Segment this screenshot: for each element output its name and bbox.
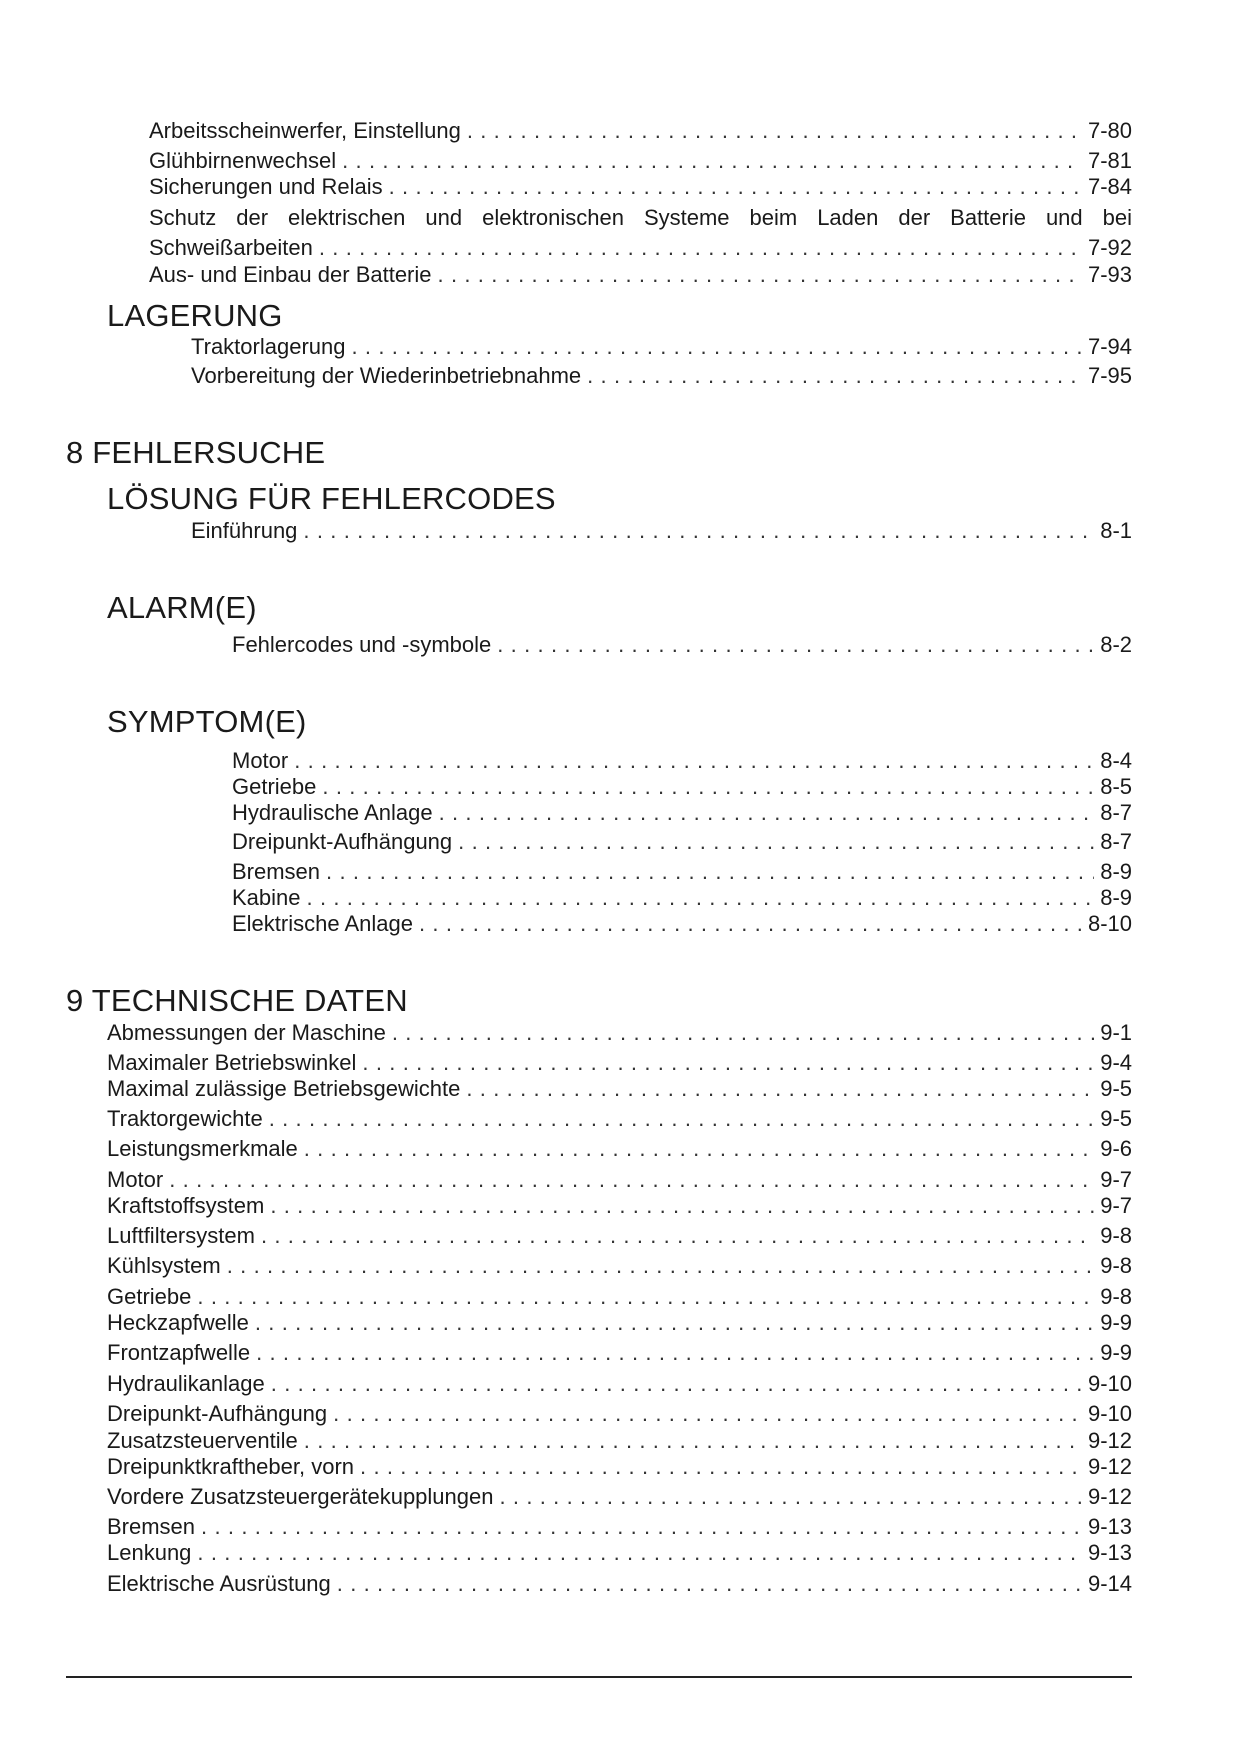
toc-entry-label: Abmessungen der Maschine	[107, 1020, 386, 1045]
section-heading-alarm: ALARM(E)	[107, 590, 257, 625]
toc-leader-dots	[419, 911, 1082, 937]
toc-entry-label: Hydraulische Anlage	[232, 800, 433, 825]
toc-leader-dots	[392, 1020, 1094, 1046]
toc-entry-label: Schweißarbeiten	[149, 235, 313, 260]
toc-entry-page: 7-94	[1087, 334, 1132, 359]
toc-entry-page: 8-1	[1100, 518, 1132, 543]
toc-entry-label: Bremsen	[232, 859, 321, 884]
toc-entry[interactable]	[107, 1132, 1132, 1162]
toc-leader-dots	[458, 829, 1094, 855]
toc-leader-dots	[270, 1193, 1094, 1219]
toc-entry[interactable]	[232, 907, 1132, 937]
toc-entry-label: Zusatzsteuerventile	[107, 1428, 298, 1453]
toc-leader-dots	[360, 1454, 1082, 1480]
toc-entry-label: Kraftstoffsystem	[107, 1193, 265, 1218]
toc-entry[interactable]	[191, 514, 1132, 544]
toc-entry-page: 7-93	[1087, 262, 1132, 287]
toc-entry[interactable]	[107, 1397, 1132, 1427]
toc-leader-dots	[303, 518, 1094, 544]
toc-entry[interactable]	[191, 330, 1132, 360]
toc-leader-dots	[499, 1484, 1081, 1510]
toc-entry-page: 9-10	[1087, 1371, 1132, 1396]
toc-entry-label: Getriebe	[232, 774, 317, 799]
toc-entry[interactable]	[149, 170, 1132, 200]
toc-entry-page: 7-81	[1087, 148, 1132, 173]
toc-entry-page: 9-12	[1087, 1428, 1132, 1453]
toc-entry-label: Elektrische Ausrüstung	[107, 1571, 331, 1596]
toc-entry-page: 8-5	[1100, 774, 1132, 799]
toc-entry-label: Kabine	[232, 885, 301, 910]
toc-entry-page: 9-10	[1087, 1401, 1132, 1426]
toc-entry[interactable]	[107, 1189, 1132, 1219]
toc-leader-dots	[467, 118, 1082, 144]
toc-entry[interactable]	[232, 796, 1132, 826]
toc-entry-page: 8-2	[1100, 632, 1132, 657]
toc-entry[interactable]	[107, 1536, 1132, 1566]
chapter-heading-9: 9 TECHNISCHE DATEN	[66, 983, 408, 1018]
section-heading-lagerung: LAGERUNG	[107, 298, 283, 333]
chapter-heading-8: 8 FEHLERSUCHE	[66, 435, 326, 470]
toc-entry-page: 8-10	[1087, 911, 1132, 936]
toc-leader-dots	[304, 1136, 1094, 1162]
toc-leader-dots	[261, 1223, 1094, 1249]
toc-entry-label: Aus- und Einbau der Batterie	[149, 262, 432, 287]
toc-entry-label: Frontzapfwelle	[107, 1340, 251, 1365]
toc-entry-page: 9-1	[1100, 1020, 1132, 1045]
toc-leader-dots	[438, 262, 1082, 288]
toc-entry-page: 9-12	[1087, 1454, 1132, 1479]
toc-entry[interactable]	[107, 1567, 1132, 1597]
toc-entry-label: Motor	[232, 748, 289, 773]
toc-entry-label: Luftfiltersystem	[107, 1223, 255, 1248]
toc-entry-label: Maximal zulässige Betriebsgewichte	[107, 1076, 461, 1101]
toc-entry-page: 9-4	[1100, 1050, 1132, 1075]
toc-entry-label: Getriebe	[107, 1284, 192, 1309]
toc-entry-page: 9-5	[1100, 1106, 1132, 1131]
toc-entry[interactable]	[232, 825, 1132, 855]
toc-entry[interactable]	[232, 628, 1132, 658]
toc-entry-page: 9-9	[1100, 1340, 1132, 1365]
toc-entry[interactable]	[107, 1072, 1132, 1102]
toc-entry-page: 9-7	[1100, 1167, 1132, 1192]
toc-entry-page: 8-4	[1100, 748, 1132, 773]
toc-entry-label: Sicherungen und Relais	[149, 174, 383, 199]
toc-entry-label: Maximaler Betriebswinkel	[107, 1050, 357, 1075]
toc-leader-dots	[255, 1310, 1094, 1336]
toc-entry-label: Vorbereitung der Wiederinbetriebnahme	[191, 363, 582, 388]
toc-entry-label: Dreipunkt-Aufhängung	[232, 829, 453, 854]
toc-leader-dots	[269, 1106, 1095, 1132]
toc-entry-label: Einführung	[191, 518, 298, 543]
toc-leader-dots	[256, 1340, 1094, 1366]
toc-entry-label: Dreipunkt-Aufhängung	[107, 1401, 328, 1426]
toc-entry-page: 9-8	[1100, 1223, 1132, 1248]
toc-entry-label: Kühlsystem	[107, 1253, 221, 1278]
toc-entry-label: Motor	[107, 1167, 164, 1192]
toc-entry-multiline-text: Schutz der elektrischen und elektronischen Systeme beim Laden der Batterie und bei	[149, 205, 1132, 230]
toc-entry-label: Lenkung	[107, 1540, 192, 1565]
toc-entry-label: Elektrische Anlage	[232, 911, 413, 936]
section-heading-loesung: LÖSUNG FÜR FEHLERCODES	[107, 481, 556, 516]
toc-entry-label: Bremsen	[107, 1514, 196, 1539]
toc-entry[interactable]	[107, 1249, 1132, 1279]
toc-leader-dots	[197, 1540, 1082, 1566]
toc-entry-page: 7-84	[1087, 174, 1132, 199]
toc-leader-dots	[389, 174, 1082, 200]
toc-entry-page: 9-14	[1087, 1571, 1132, 1596]
toc-entry-page: 8-9	[1100, 885, 1132, 910]
toc-leader-dots	[439, 800, 1095, 826]
toc-leader-dots	[271, 1371, 1082, 1397]
toc-entry-label: Vordere Zusatzsteuergerätekupplungen	[107, 1484, 494, 1509]
toc-leader-dots	[587, 363, 1082, 389]
toc-entry[interactable]	[107, 1306, 1132, 1336]
toc-entry[interactable]	[107, 1336, 1132, 1366]
toc-entry-label: Heckzapfwelle	[107, 1310, 249, 1335]
toc-entry-label: Dreipunktkraftheber, vorn	[107, 1454, 355, 1479]
toc-entry-page: 9-7	[1100, 1193, 1132, 1218]
toc-entry-page: 9-8	[1100, 1284, 1132, 1309]
toc-entry-label: Traktorlagerung	[191, 334, 346, 359]
toc-entry[interactable]	[191, 359, 1132, 389]
toc-entry[interactable]	[107, 1480, 1132, 1510]
toc-leader-dots	[497, 632, 1094, 658]
toc-leader-dots	[227, 1253, 1094, 1279]
footer-rule	[66, 1676, 1132, 1678]
toc-entry-page: 7-95	[1087, 363, 1132, 388]
toc-entry-page: 8-7	[1100, 829, 1132, 854]
toc-entry-page: 7-92	[1087, 235, 1132, 260]
toc-entry-page: 7-80	[1087, 118, 1132, 143]
toc-entry-label: Leistungsmerkmale	[107, 1136, 298, 1161]
toc-entry[interactable]	[107, 1367, 1132, 1397]
toc-entry-page: 9-5	[1100, 1076, 1132, 1101]
toc-entry[interactable]	[107, 1016, 1132, 1046]
toc-entry[interactable]	[107, 1102, 1132, 1132]
toc-leader-dots	[466, 1076, 1094, 1102]
toc-entry[interactable]	[107, 1450, 1132, 1480]
toc-entry-page: 8-7	[1100, 800, 1132, 825]
toc-leader-dots	[337, 1571, 1082, 1597]
toc-entry[interactable]	[149, 258, 1132, 288]
toc-entry-label: Fehlercodes und -symbole	[232, 632, 492, 657]
toc-leader-dots	[351, 334, 1081, 360]
toc-entry-page: 9-6	[1100, 1136, 1132, 1161]
toc-entry-page: 9-13	[1087, 1514, 1132, 1539]
toc-entry-page: 9-12	[1087, 1484, 1132, 1509]
toc-entry-label: Traktorgewichte	[107, 1106, 263, 1131]
section-heading-symptom: SYMPTOM(E)	[107, 704, 307, 739]
toc-entry[interactable]	[107, 1219, 1132, 1249]
toc-entry-label: Glühbirnenwechsel	[149, 148, 337, 173]
toc-entry-label: Hydraulikanlage	[107, 1371, 265, 1396]
toc-entry-page: 9-13	[1087, 1540, 1132, 1565]
toc-entry-page: 9-8	[1100, 1253, 1132, 1278]
toc-entry-label: Arbeitsscheinwerfer, Einstellung	[149, 118, 461, 143]
toc-entry-page: 9-9	[1100, 1310, 1132, 1335]
toc-entry[interactable]	[149, 231, 1132, 261]
toc-entry-page: 8-9	[1100, 859, 1132, 884]
toc-entry[interactable]	[149, 114, 1132, 144]
